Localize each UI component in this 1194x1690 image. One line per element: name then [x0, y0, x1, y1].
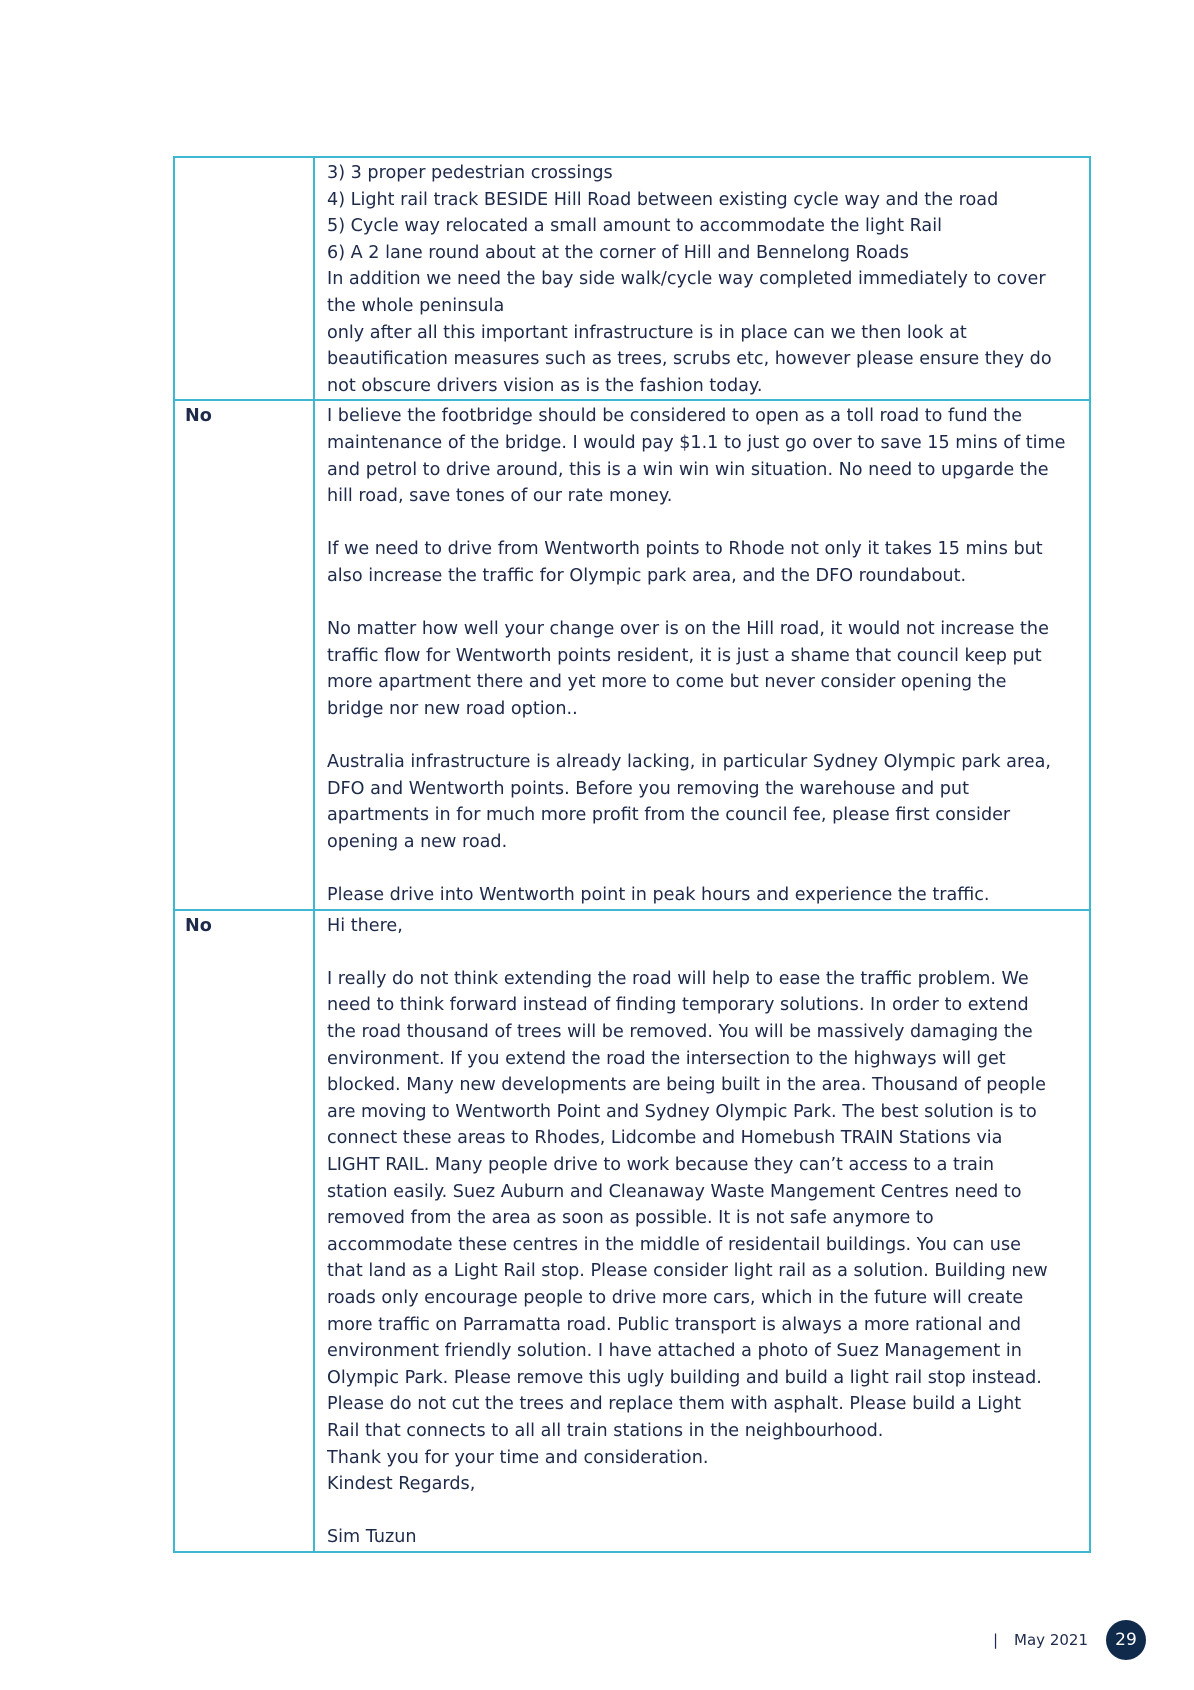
paragraph-gap	[327, 939, 1079, 966]
comment-line: are moving to Wentworth Point and Sydney Olympic Park. The best solution is to	[327, 1101, 1037, 1122]
response-cell: No	[174, 910, 314, 1552]
comment-line: environment friendly solution. I have attached a photo of Suez Management in	[327, 1341, 1022, 1362]
page-number: 29	[1106, 1620, 1146, 1660]
comment-line: LIGHT RAIL. Many people drive to work because they can’t access to a train	[327, 1154, 995, 1175]
comment-line: environment. If you extend the road the intersection to the highways will get	[327, 1048, 1006, 1069]
comment-line: connect these areas to Rhodes, Lidcombe and Homebush TRAIN Stations via	[327, 1128, 1003, 1149]
comment-line: accommodate these centres in the middle of residentail buildings. You can use	[327, 1234, 1021, 1255]
comment-line: traffic flow for Wentworth points resident, it is just a shame that council keep put	[327, 645, 1042, 666]
comment-line: need to think forward instead of finding temporary solutions. In order to extend	[327, 995, 1029, 1016]
comment-line: blocked. Many new developments are being built in the area. Thousand of people	[327, 1075, 1046, 1096]
table-row	[174, 910, 1090, 1552]
comment-line: the whole peninsula	[327, 295, 505, 316]
comment-line: No matter how well your change over is on the Hill road, it would not increase the	[327, 619, 1049, 640]
comment-line: roads only encourage people to drive more cars, which in the future will create	[327, 1287, 1024, 1308]
comment-line: Please do not cut the trees and replace them with asphalt. Please build a Light	[327, 1394, 1022, 1415]
comment-line: I believe the footbridge should be considered to open as a toll road to fund the	[327, 406, 1023, 427]
comment-line: Hi there,	[327, 915, 403, 936]
comment-line: not obscure drivers vision as is the fashion today.	[327, 375, 763, 396]
response-cell: No	[174, 400, 314, 909]
comment-cell	[314, 910, 1090, 1552]
comment-line: DFO and Wentworth points. Before you removing the warehouse and put	[327, 778, 969, 799]
response-cell	[174, 157, 314, 400]
comment-line: only after all this important infrastructure is in place can we then look at	[327, 322, 967, 343]
comment-line: Rail that connects to all all train stations in the neighbourhood.	[327, 1420, 884, 1441]
comment-line: Kindest Regards,	[327, 1474, 476, 1495]
comment-line: 6) A 2 lane round about at the corner of Hill and Bennelong Roads	[327, 242, 909, 263]
comment-line: 5) Cycle way relocated a small amount to accommodate the light Rail	[327, 216, 942, 237]
comment-line: removed from the area as soon as possible. It is not safe anymore to	[327, 1208, 934, 1229]
paragraph-gap	[327, 510, 1079, 537]
comment-line: I really do not think extending the road will help to ease the traffic problem. We	[327, 968, 1029, 989]
footer-date: May 2021	[1014, 1631, 1088, 1649]
comment-line: In addition we need the bay side walk/cycle way completed immediately to cover	[327, 269, 1046, 290]
comment-line: Thank you for your time and consideration.	[327, 1447, 709, 1468]
comment-line: If we need to drive from Wentworth points to Rhode not only it takes 15 mins but	[327, 539, 1043, 560]
comment-line: that land as a Light Rail stop. Please consider light rail as a solution. Building new	[327, 1261, 1048, 1282]
footer-separator: |	[992, 1631, 999, 1649]
comment-line: Please drive into Wentworth point in peak hours and experience the traffic.	[327, 885, 990, 906]
comment-line: bridge nor new road option..	[327, 698, 578, 719]
comment-line: apartments in for much more profit from the council fee, please first consider	[327, 805, 1011, 826]
comment-line: hill road, save tones of our rate money.	[327, 486, 673, 507]
paragraph-gap	[327, 722, 1079, 749]
submissions-table	[173, 156, 1091, 1553]
table-row	[174, 157, 1090, 400]
paragraph-gap	[327, 855, 1079, 882]
comment-cell	[314, 400, 1090, 909]
comment-cell	[314, 157, 1090, 400]
paragraph-gap	[327, 1498, 1079, 1525]
comment-line: more apartment there and yet more to come but never consider opening the	[327, 672, 1007, 693]
comment-line: 3) 3 proper pedestrian crossings	[327, 163, 613, 183]
comment-line: Olympic Park. Please remove this ugly building and build a light rail stop instead.	[327, 1367, 1042, 1388]
page-footer	[993, 1618, 1146, 1662]
comment-line: opening a new road.	[327, 831, 508, 852]
comment-line: more traffic on Parramatta road. Public transport is always a more rational and	[327, 1314, 1022, 1335]
comment-line: also increase the traffic for Olympic park area, and the DFO roundabout.	[327, 565, 967, 586]
comment-line: and petrol to drive around, this is a win win win situation. No need to upgarde the	[327, 459, 1049, 480]
table-row	[174, 400, 1090, 909]
comment-line: Australia infrastructure is already lacking, in particular Sydney Olympic park area,	[327, 752, 1052, 773]
comment-line: Sim Tuzun	[327, 1527, 417, 1548]
paragraph-gap	[327, 590, 1079, 617]
comment-line: 4) Light rail track BESIDE Hill Road between existing cycle way and the road	[327, 189, 999, 210]
comment-line: maintenance of the bridge. I would pay $1.1 to just go over to save 15 mins of time	[327, 432, 1066, 453]
comment-line: beautification measures such as trees, scrubs etc, however please ensure they do	[327, 349, 1052, 370]
comment-line: station easily. Suez Auburn and Cleanaway Waste Mangement Centres need to	[327, 1181, 1022, 1202]
comment-line: the road thousand of trees will be removed. You will be massively damaging the	[327, 1022, 1033, 1042]
